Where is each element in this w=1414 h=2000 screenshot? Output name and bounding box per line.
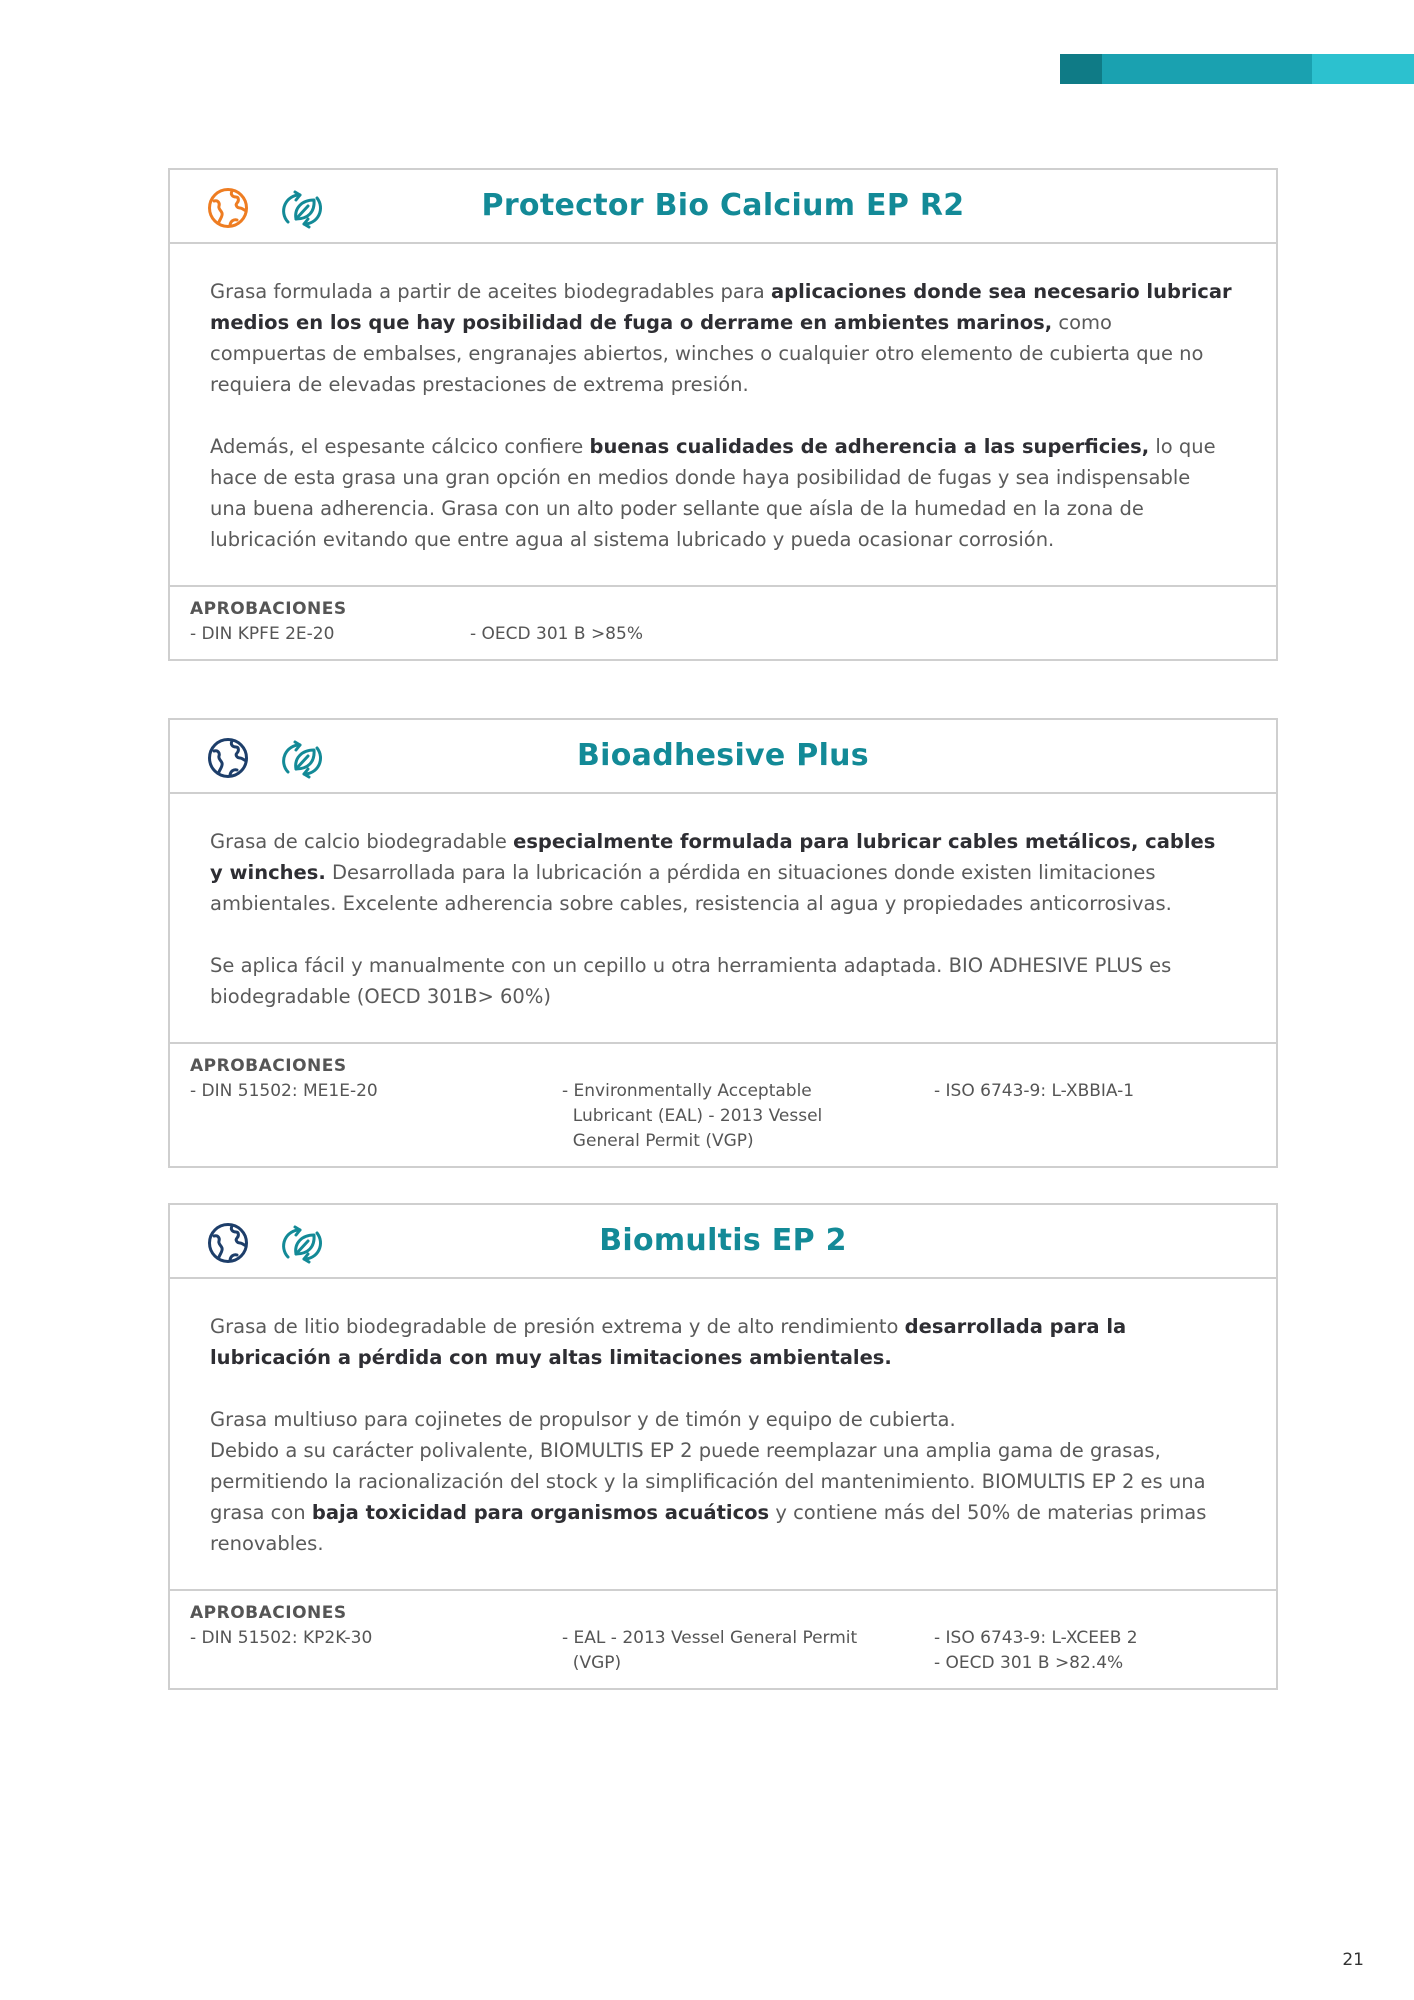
description-paragraph [210, 826, 1232, 919]
description-paragraph [210, 276, 1232, 400]
description-text: como compuertas de embalses, engranajes abiertos, winches o cualquier otro elemento de cubierta que no requiera de elevadas prestaciones de extrema presión. [210, 311, 1204, 396]
approvals-title: APROBACIONES [190, 1603, 347, 1623]
description-paragraph [210, 431, 1232, 555]
description-text: Además, el espesante cálcico confiere [210, 435, 590, 458]
header-accent-bar [1060, 54, 1414, 84]
product-description [170, 1279, 1276, 1591]
highlighted-text: baja toxicidad para organismos acuáticos [311, 1501, 770, 1524]
approval-item [470, 622, 643, 647]
approval-line: - DIN KPFE 2E-20 [190, 624, 335, 644]
approval-line: General Permit (VGP) [562, 1131, 754, 1151]
approval-line: Lubricant (EAL) - 2013 Vessel [562, 1106, 823, 1126]
description-paragraph [210, 950, 1232, 1012]
description-text: Grasa formulada a partir de aceites biodegradables para [210, 280, 771, 303]
approval-item [190, 1079, 378, 1104]
page-number: 21 [1342, 1950, 1364, 1970]
description-paragraph [210, 1404, 1232, 1559]
approval-line: - ISO 6743-9: L-XBBIA-1 [934, 1081, 1135, 1101]
approval-line: - OECD 301 B >82.4% [934, 1653, 1124, 1673]
approvals-section [170, 587, 1276, 659]
approval-item [934, 1626, 1138, 1676]
approval-item [934, 1079, 1134, 1104]
approvals-title: APROBACIONES [190, 599, 347, 619]
accent-segment-1 [1060, 54, 1102, 84]
description-text: Grasa de litio biodegradable de presión extrema y de alto rendimiento [210, 1315, 905, 1338]
approval-line: - Environmentally Acceptable [562, 1081, 812, 1101]
highlighted-text: aplicaciones donde sea necesario lubricar medios en los que hay posibilidad de fuga o derrame en ambientes marinos, [210, 280, 1232, 334]
description-text: Grasa de calcio biodegradable [210, 830, 514, 853]
product-title: Biomultis EP 2 [599, 1223, 847, 1258]
approval-line: (VGP) [562, 1653, 622, 1673]
description-text: Se aplica fácil y manualmente con un cepillo u otra herramienta adaptada. BIO ADHESIVE PLUS es biodegradable (OECD 301B> 60%) [210, 954, 1172, 1008]
product-description [170, 244, 1276, 587]
approval-item [562, 1626, 857, 1676]
product-description [170, 794, 1276, 1044]
product-card [168, 718, 1278, 1168]
description-text: Desarrollada para la lubricación a pérdida en situaciones donde existen limitaciones ambientales. Excelente adherencia sobre cables, resistencia al agua y propiedades anticorrosivas. [210, 861, 1172, 915]
product-title: Bioadhesive Plus [577, 738, 869, 773]
highlighted-text: buenas cualidades de adherencia a las superficies, [589, 435, 1150, 458]
approval-line: - OECD 301 B >85% [470, 624, 643, 644]
approvals-section [170, 1044, 1276, 1166]
accent-segment-2 [1102, 54, 1312, 84]
product-title: Protector Bio Calcium EP R2 [481, 188, 965, 223]
highlighted-text: especialmente formulada para lubricar cables metálicos, cables y winches. [210, 830, 1216, 884]
approval-line: - EAL - 2013 Vessel General Permit [562, 1628, 858, 1648]
product-card-header [170, 1205, 1276, 1279]
description-text: Grasa multiuso para cojinetes de propulsor y de timón y equipo de cubierta. [210, 1408, 956, 1431]
approvals-section [170, 1591, 1276, 1688]
description-paragraph [210, 1311, 1232, 1373]
approval-line: - DIN 51502: KP2K-30 [190, 1628, 373, 1648]
product-card-header [170, 720, 1276, 794]
description-text: lo que hace de esta grasa una gran opción en medios donde haya posibilidad de fugas y sea indispensable una buena adherencia. Grasa con un alto poder sellante que aísla de la humedad en la zona de lubricación evitando que entre agua al sistema lubricado y pueda ocasionar corrosión. [210, 435, 1216, 551]
description-text: y contiene más del 50% de materias primas renovables. [210, 1501, 1207, 1555]
approval-item [190, 1626, 372, 1651]
product-card [168, 168, 1278, 661]
accent-segment-3 [1312, 54, 1414, 84]
approval-line: - DIN 51502: ME1E-20 [190, 1081, 378, 1101]
product-card-header [170, 170, 1276, 244]
approval-item [562, 1079, 822, 1154]
product-card [168, 1203, 1278, 1690]
highlighted-text: desarrollada para la lubricación a pérdida con muy altas limitaciones ambientales. [210, 1315, 1127, 1369]
approvals-title: APROBACIONES [190, 1056, 347, 1076]
approval-line: - ISO 6743-9: L-XCEEB 2 [934, 1628, 1138, 1648]
description-text: Debido a su carácter polivalente, BIOMULTIS EP 2 puede reemplazar una amplia gama de grasas, permitiendo la racionalización del stock y la simplificación del mantenimiento. BIOMULTIS EP 2 es una grasa con [210, 1439, 1206, 1524]
approval-item [190, 622, 334, 647]
